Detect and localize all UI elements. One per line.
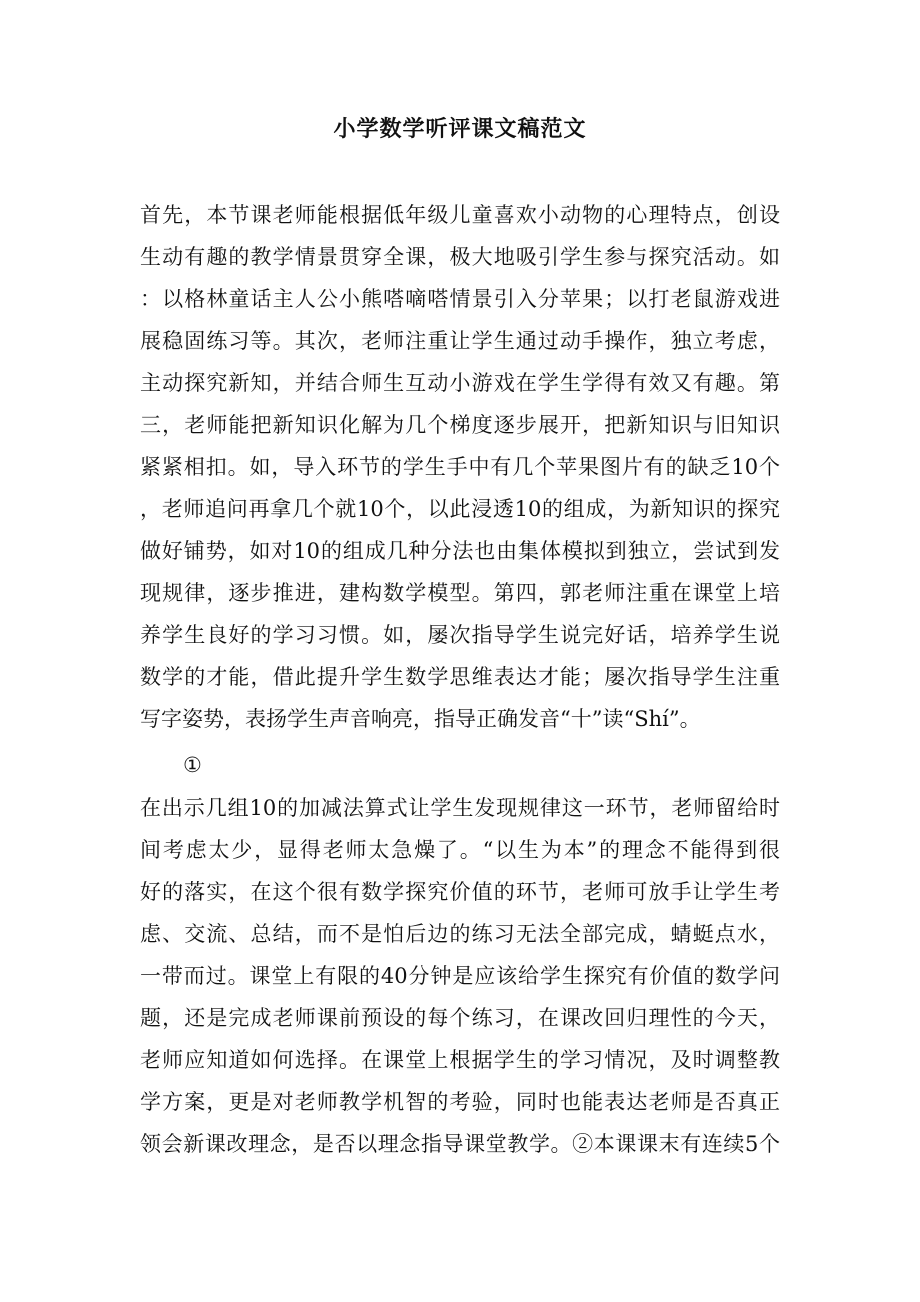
text-line: 做好铺势，如对10的组成几种分法也由集体模拟到独立，尝试到发	[140, 539, 780, 563]
list-marker: ①	[183, 753, 202, 777]
text-line: ，老师追问再拿几个就10个，以此浸透10的组成，为新知识的探究	[140, 497, 780, 521]
text-line: ：以格林童话主人公小熊嗒嘀嗒情景引入分苹果；以打老鼠游戏进	[140, 287, 780, 311]
text-line: 虑、交流、总结，而不是怕后边的练习无法全部完成，蜻蜓点水，	[140, 922, 780, 946]
text-line: 生动有趣的教学情景贯穿全课，极大地吸引学生参与探究活动。如	[140, 245, 780, 269]
text-line: 三，老师能把新知识化解为几个梯度逐步展开，把新知识与旧知识	[140, 413, 780, 437]
text-line: 主动探究新知，并结合师生互动小游戏在学生学得有效又有趣。第	[140, 371, 780, 395]
text-line: 数学的才能，借此提升学生数学思维表达才能；屡次指导学生注重	[140, 665, 780, 689]
document-title: 小学数学听评课文稿范文	[333, 116, 587, 142]
text-line: 好的落实，在这个很有数学探究价值的环节，老师可放手让学生考	[140, 880, 780, 904]
text-line: 在出示几组10的加减法算式让学生发现规律这一环节，老师留给时	[140, 796, 780, 820]
text-line: 老师应知道如何选择。在课堂上根据学生的学习情况，及时调整教	[140, 1048, 780, 1072]
text-line: 写字姿势，表扬学生声音响亮，指导正确发音“十”读“Shí”。	[140, 707, 701, 731]
text-line: 学方案，更是对老师教学机智的考验，同时也能表达老师是否真正	[140, 1090, 780, 1114]
text-line: 题，还是完成老师课前预设的每个练习，在课改回归理性的今天，	[140, 1006, 780, 1030]
text-line: 首先，本节课老师能根据低年级儿童喜欢小动物的心理特点，创设	[140, 203, 780, 227]
text-line: 展稳固练习等。其次，老师注重让学生通过动手操作，独立考虑，	[140, 329, 780, 353]
text-line: 一带而过。课堂上有限的40分钟是应该给学生探究有价值的数学问	[140, 964, 780, 988]
text-line: 领会新课改理念，是否以理念指导课堂教学。②本课课末有连续5个	[140, 1132, 780, 1156]
text-line: 现规律，逐步推进，建构数学模型。第四，郭老师注重在课堂上培	[140, 581, 780, 605]
text-line: 间考虑太少，显得老师太急燥了。“以生为本”的理念不能得到很	[140, 838, 780, 862]
text-line: 养学生良好的学习习惯。如，屡次指导学生说完好话，培养学生说	[140, 623, 780, 647]
text-line: 紧紧相扣。如，导入环节的学生手中有几个苹果图片有的缺乏10个	[140, 455, 780, 479]
